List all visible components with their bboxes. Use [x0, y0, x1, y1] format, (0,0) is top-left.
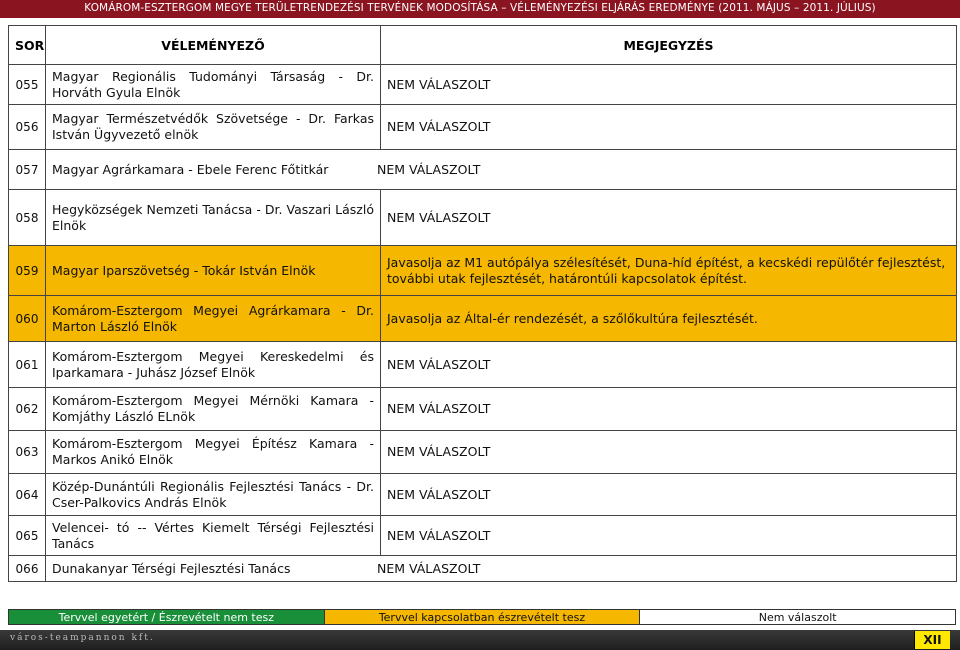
row-number: 062 [9, 388, 46, 431]
row-number: 061 [9, 342, 46, 388]
table-row [9, 431, 957, 474]
reviewer-name: Dunakanyar Térségi Fejlesztési Tanács [52, 561, 291, 576]
remark: Javasolja az M1 autópálya szélesítését, Duna-híd építést, a kecskédi repülőtér fejlesztést, további utak fejlesztését, határontúli kapcsolatok építést. [381, 246, 957, 296]
table-row [9, 474, 957, 516]
reviewer-name: Magyar Regionális Tudományi Társaság - Dr. Horváth Gyula Elnök [46, 65, 381, 105]
table-row [9, 516, 957, 556]
reviewer-name: Hegyközségek Nemzeti Tanácsa - Dr. Vaszari László Elnök [46, 190, 381, 246]
column-header-megjegyzes: MEGJEGYZÉS [381, 26, 957, 65]
reviewer-name: Magyar Természetvédők Szövetsége - Dr. Farkas István Ügyvezető elnök [46, 105, 381, 150]
remark: NEM VÁLASZOLT [377, 561, 481, 576]
table-row [9, 150, 957, 190]
document-title: KOMÁROM-ESZTERGOM MEGYE TERÜLETRENDEZÉSI TERVÉNEK MODOSÍTÁSA – VÉLEMÉNYEZÉSI ELJÁRÁS EREDMÉNYE (2011. MÁJUS – 2011. JÚLIUS) [0, 0, 960, 18]
row-number: 064 [9, 474, 46, 516]
table-row [9, 342, 957, 388]
footer [0, 630, 960, 650]
company-name: város-teampannon kft. [10, 633, 155, 643]
legend-has-remarks: Tervvel kapcsolatban észrevételt tesz [324, 610, 640, 625]
table-row [9, 388, 957, 431]
table-row [9, 556, 957, 582]
remark: NEM VÁLASZOLT [381, 388, 957, 431]
reviewer-and-remark [46, 150, 957, 190]
remark: NEM VÁLASZOLT [381, 431, 957, 474]
table-row-highlighted [9, 246, 957, 296]
remark: NEM VÁLASZOLT [381, 342, 957, 388]
row-number: 056 [9, 105, 46, 150]
table-row [9, 190, 957, 246]
row-number: 066 [9, 556, 46, 582]
row-number: 063 [9, 431, 46, 474]
reviewer-name: Velencei- tó -- Vértes Kiemelt Térségi Fejlesztési Tanács [46, 516, 381, 556]
row-number: 055 [9, 65, 46, 105]
table-row-highlighted [9, 296, 957, 342]
column-header-velemenyezo: VÉLEMÉNYEZŐ [46, 26, 381, 65]
table-header-row [9, 26, 957, 65]
page-number: XII [914, 631, 950, 649]
remark: Javasolja az Által-ér rendezését, a szőlőkultúra fejlesztését. [381, 296, 957, 342]
reviewer-name: Magyar Iparszövetség - Tokár István Elnök [46, 246, 381, 296]
legend-agrees: Tervvel egyetért / Észrevételt nem tesz [9, 610, 325, 625]
reviewer-and-remark [46, 556, 957, 582]
remark: NEM VÁLASZOLT [377, 162, 481, 177]
row-number: 060 [9, 296, 46, 342]
remark: NEM VÁLASZOLT [381, 516, 957, 556]
row-number: 057 [9, 150, 46, 190]
reviewer-name: Magyar Agrárkamara - Ebele Ferenc Főtitkár [52, 162, 329, 177]
opinion-table [8, 25, 957, 582]
remark: NEM VÁLASZOLT [381, 474, 957, 516]
column-header-sor: SOR [9, 26, 46, 65]
legend-no-answer: Nem válaszolt [640, 610, 956, 625]
remark: NEM VÁLASZOLT [381, 190, 957, 246]
row-number: 059 [9, 246, 46, 296]
row-number: 065 [9, 516, 46, 556]
reviewer-name: Közép-Dunántúli Regionális Fejlesztési Tanács - Dr. Cser-Palkovics András Elnök [46, 474, 381, 516]
row-number: 058 [9, 190, 46, 246]
legend [8, 609, 956, 625]
reviewer-name: Komárom-Esztergom Megyei Építész Kamara - Markos Anikó Elnök [46, 431, 381, 474]
remark: NEM VÁLASZOLT [381, 105, 957, 150]
remark: NEM VÁLASZOLT [381, 65, 957, 105]
reviewer-name: Komárom-Esztergom Megyei Mérnöki Kamara - Komjáthy László ELnök [46, 388, 381, 431]
reviewer-name: Komárom-Esztergom Megyei Kereskedelmi és Iparkamara - Juhász József Elnök [46, 342, 381, 388]
table-row [9, 105, 957, 150]
table-row [9, 65, 957, 105]
reviewer-name: Komárom-Esztergom Megyei Agrárkamara - Dr. Marton László Elnök [46, 296, 381, 342]
